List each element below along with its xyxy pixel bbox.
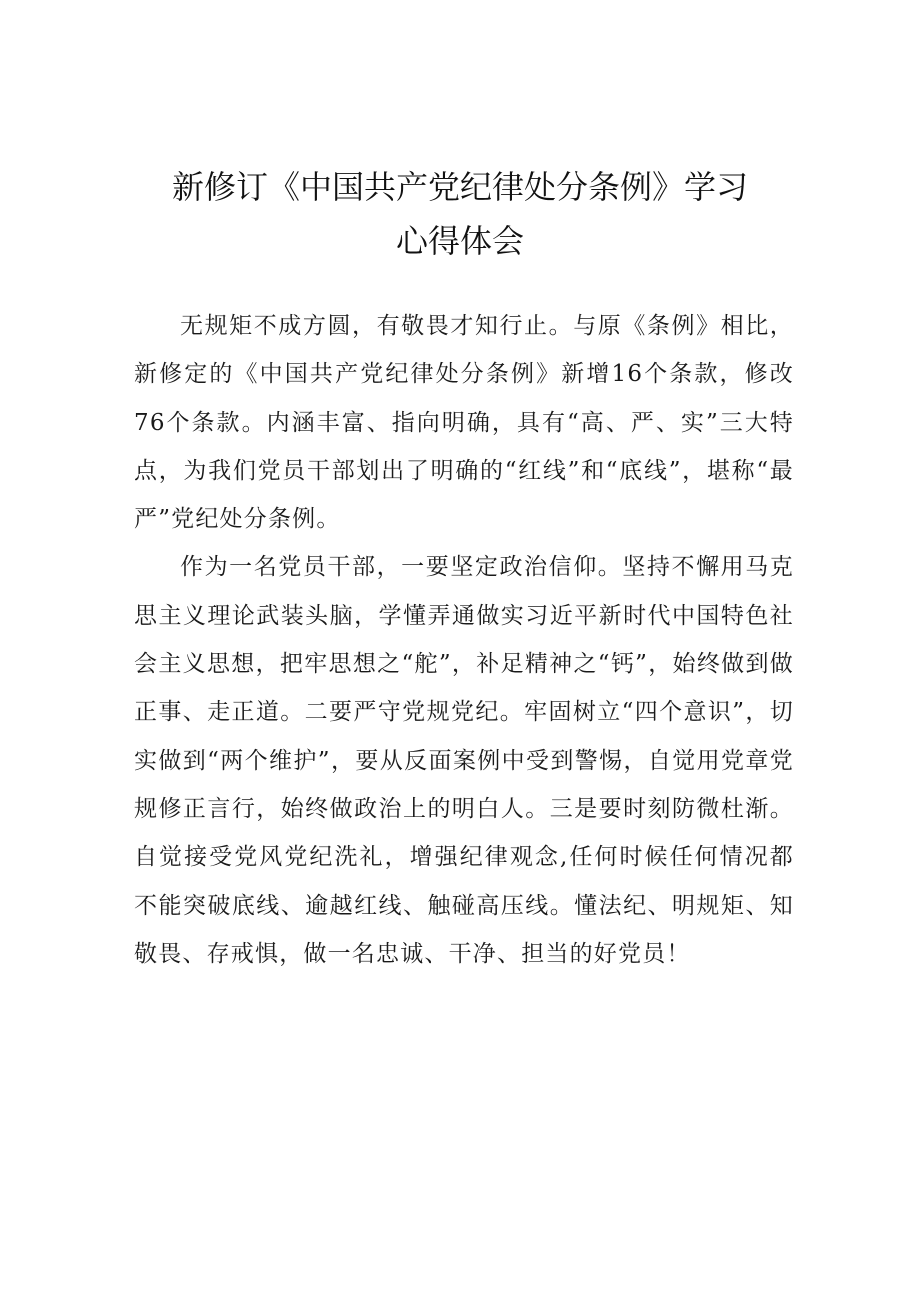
document-title (150, 160, 770, 268)
paragraph-intro: 无规矩不成方圆，有敬畏才知行止。与原《条例》相比，新修定的《中国共产党纪律处分条例》新增16个条款，修改76个条款。内涵丰富、指向明确，具有“高、严、实”三大特点，为我们党员干部划出了明确的“红线”和“底线”，堪称“最严”党纪处分条例。 (134, 313, 794, 533)
title-line-1: 新修订《中国共产党纪律处分条例》学习 (171, 168, 748, 206)
document-body (134, 302, 794, 978)
title-line-2: 心得体会 (395, 222, 524, 260)
paragraph-main: 作为一名党员干部，一要坚定政治信仰。坚持不懈用马克思主义理论武装头脑，学懂弄通做实习近平新时代中国特色社会主义思想，把牢思想之“舵”，补足精神之“钙”，始终做到做正事、走正道。二要严守党规党纪。牢固树立“四个意识”，切实做到“两个维护”，要从反面案例中受到警惕，自觉用党章党规修正言行，始终做政治上的明白人。三是要时刻防微杜渐。自觉接受党风党纪洗礼，增强纪律观念,任何时候任何情况都不能突破底线、逾越红线、触碰高压线。懂法纪、明规矩、知敬畏、存戒惧，做一名忠诚、干净、担当的好党员！ (134, 554, 794, 967)
